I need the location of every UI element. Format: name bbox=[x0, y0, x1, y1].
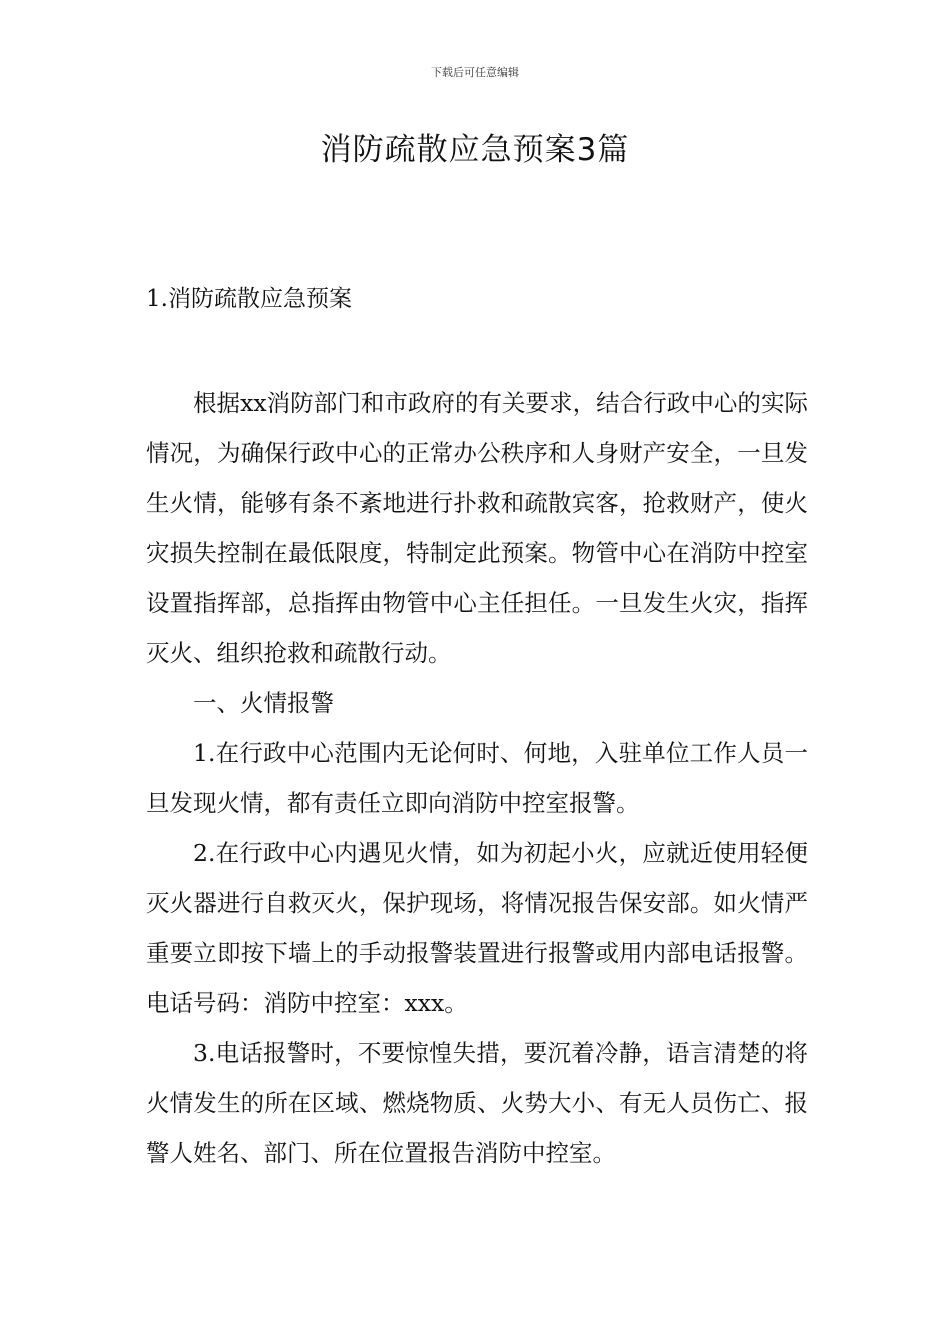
paragraph-subheading-fire-alarm: 一、火情报警 bbox=[193, 689, 334, 717]
paragraph-item-3: 3.电话报警时，不要惊惶失措，要沉着冷静，语言清楚的将火情发生的所在区域、燃烧物质、火势大小、有无人员伤亡、报警人姓名、部门、所在位置报告消防中控室。 bbox=[146, 1039, 808, 1167]
document-title: 消防疏散应急预案3篇 bbox=[320, 132, 630, 168]
paragraph-intro: 根据xx消防部门和市政府的有关要求，结合行政中心的实际情况，为确保行政中心的正常办公秩序和人身财产安全，一旦发生火情，能够有条不紊地进行扑救和疏散宾客，抢救财产，使火灾损失控制在最低限度，特制定此预案。物管中心在消防中控室设置指挥部，总指挥由物管中心主任担任。一旦发生火灾，指挥灭火、组织抢救和疏散行动。 bbox=[146, 389, 808, 667]
paragraph-item-2: 2.在行政中心内遇见火情，如为初起小火，应就近使用轻便灭火器进行自救灭火，保护现场，将情况报告保安部。如火情严重要立即按下墙上的手动报警装置进行报警或用内部电话报警。电话号码：消防中控室：xxx。 bbox=[146, 839, 808, 1017]
paragraph-item-1: 1.在行政中心范围内无论何时、何地，入驻单位工作人员一旦发现火情，都有责任立即向消防中控室报警。 bbox=[146, 739, 808, 817]
section-heading: 1.消防疏散应急预案 bbox=[146, 286, 352, 312]
document-body bbox=[146, 378, 808, 1178]
header-note: 下载后可任意编辑 bbox=[431, 66, 519, 79]
